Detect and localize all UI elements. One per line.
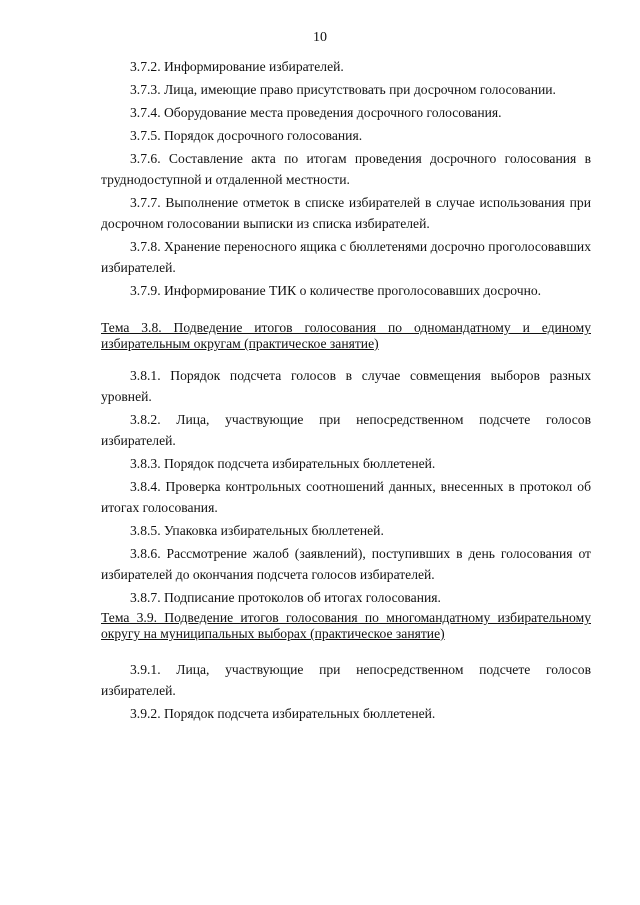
list-item: 3.8.4. Проверка контрольных соотношений данных, внесенных в протокол об итогах голосования.: [101, 479, 591, 515]
document-body: [101, 56, 591, 726]
list-item: 3.7.4. Оборудование места проведения досрочного голосования.: [130, 105, 502, 120]
list-item: 3.7.8. Хранение переносного ящика с бюллетенями досрочно проголосовавших избирателей.: [101, 239, 591, 275]
topic-heading-3-9: Тема 3.9. Подведение итогов голосования по многомандатному избирательному округу на муниципальных выборах (практическое занятие): [101, 610, 591, 641]
page-number: 10: [313, 30, 327, 45]
list-item: 3.7.9. Информирование ТИК о количестве проголосовавших досрочно.: [130, 283, 542, 298]
list-item: 3.7.3. Лица, имеющие право присутствовать при досрочном голосовании.: [130, 82, 556, 97]
list-item: 3.7.6. Составление акта по итогам проведения досрочного голосования в труднодоступной и отдаленной местности.: [101, 151, 591, 187]
list-item: 3.9.2. Порядок подсчета избирательных бюллетеней.: [130, 706, 436, 721]
topic-heading-3-8: Тема 3.8. Подведение итогов голосования по одномандатному и единому избирательным округам (практическое занятие): [101, 320, 591, 351]
list-item: 3.7.5. Порядок досрочного голосования.: [130, 128, 363, 143]
list-item: 3.7.2. Информирование избирателей.: [130, 59, 344, 74]
list-item: 3.8.7. Подписание протоколов об итогах голосования.: [130, 590, 441, 605]
list-item: 3.8.6. Рассмотрение жалоб (заявлений), поступивших в день голосования от избирателей до окончания подсчета голосов избирателей.: [101, 546, 591, 582]
list-item: 3.8.1. Порядок подсчета голосов в случае совмещения выборов разных уровней.: [101, 368, 591, 404]
list-item: 3.9.1. Лица, участвующие при непосредственном подсчете голосов избирателей.: [101, 662, 591, 698]
list-item: 3.8.2. Лица, участвующие при непосредственном подсчете голосов избирателей.: [101, 412, 591, 448]
list-item: 3.7.7. Выполнение отметок в списке избирателей в случае использования при досрочном голосовании выписки из списка избирателей.: [101, 195, 591, 231]
list-item: 3.8.3. Порядок подсчета избирательных бюллетеней.: [130, 456, 436, 471]
list-item: 3.8.5. Упаковка избирательных бюллетеней.: [130, 523, 384, 538]
